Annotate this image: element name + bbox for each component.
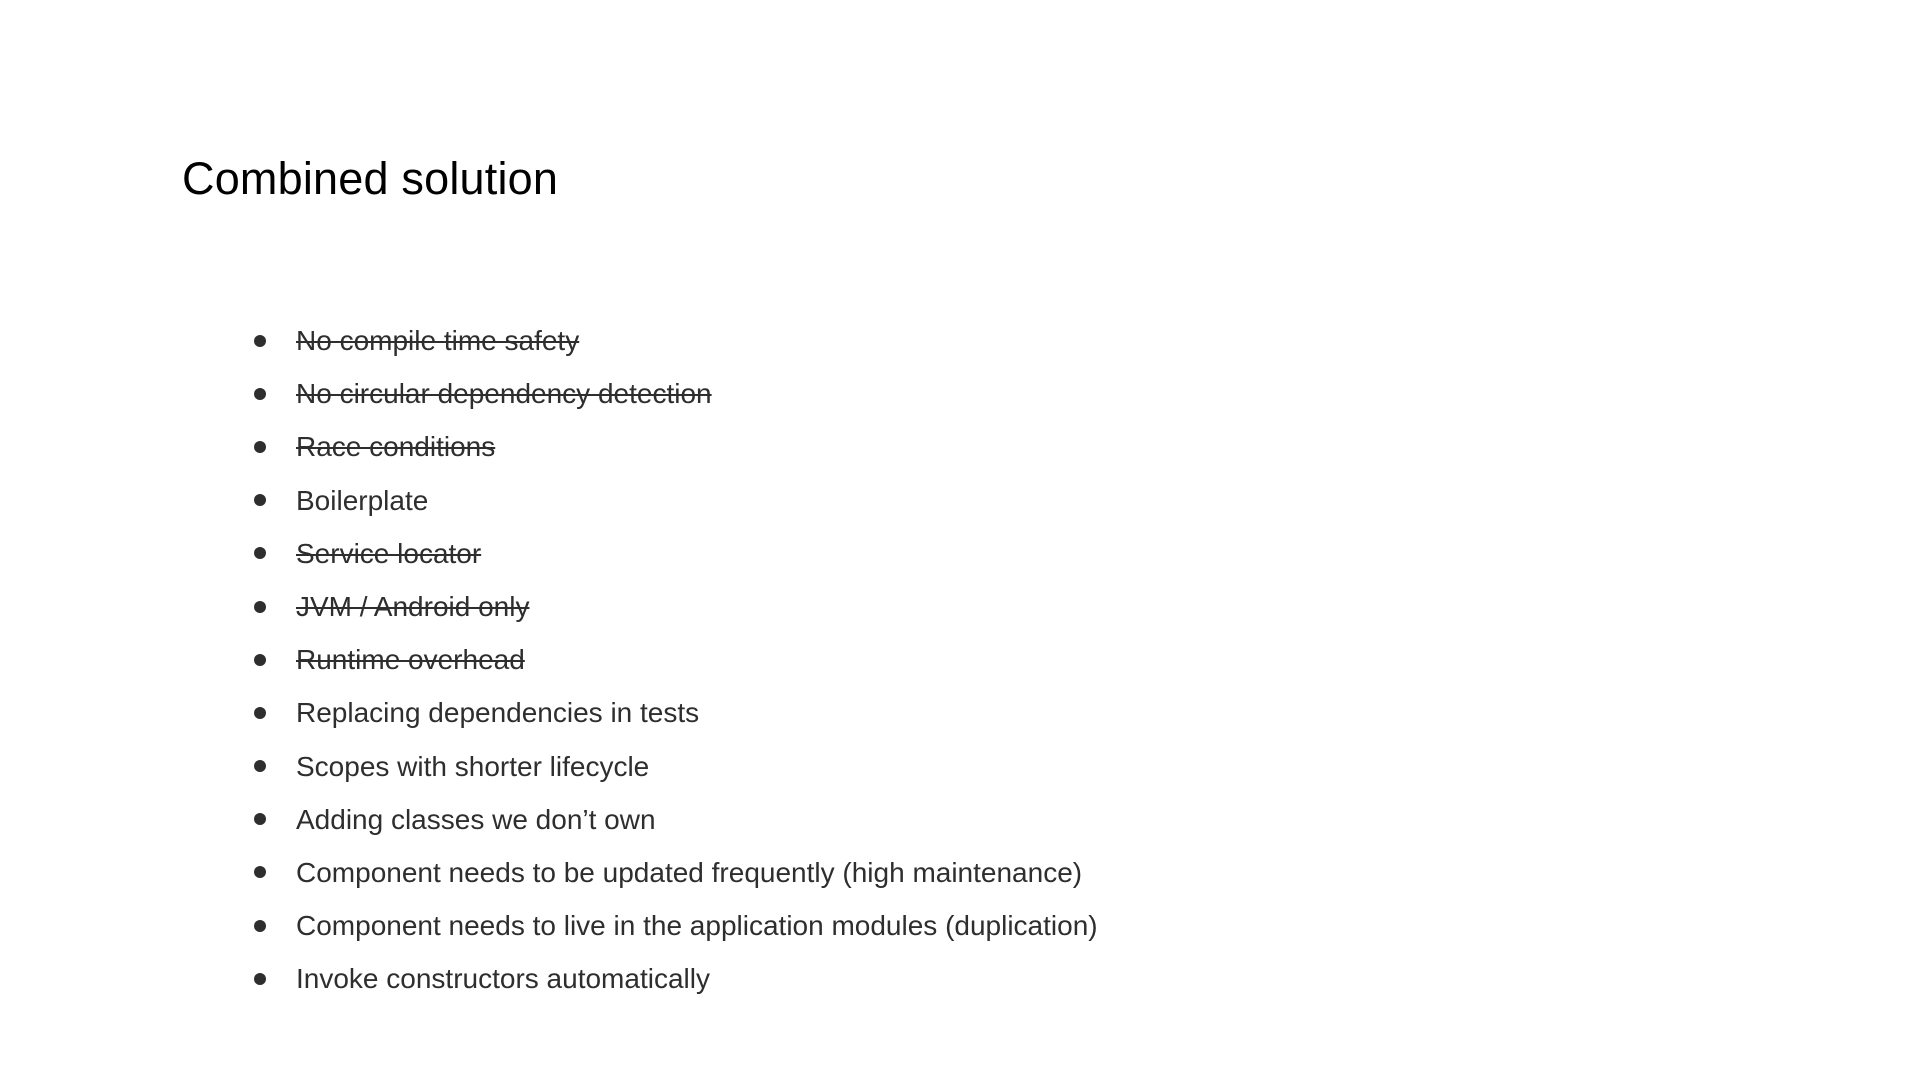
list-item-text: No circular dependency detection xyxy=(296,378,712,410)
bullet-dot-icon xyxy=(254,707,266,719)
bullet-dot-icon xyxy=(254,760,266,772)
list-item-text: Service locator xyxy=(296,537,482,569)
list-item xyxy=(250,793,1098,846)
bullet-dot-icon xyxy=(254,973,266,985)
list-item-text: Replacing dependencies in tests xyxy=(296,697,700,729)
list-item-text: Invoke constructors automatically xyxy=(296,963,710,995)
bullet-dot-icon xyxy=(254,494,266,506)
bullet-list xyxy=(250,314,1098,1005)
list-item-text: Scopes with shorter lifecycle xyxy=(296,750,650,782)
list-item xyxy=(250,314,1098,367)
bullet-dot-icon xyxy=(254,813,266,825)
list-item-text: JVM / Android only xyxy=(296,590,530,622)
list-item-text: Race conditions xyxy=(296,431,496,463)
list-item-text: Runtime overhead xyxy=(296,644,525,676)
list-item-text: Component needs to live in the application modules (duplication) xyxy=(296,910,1098,942)
list-item-text: No compile time safety xyxy=(296,325,580,356)
list-item xyxy=(250,740,1098,793)
bullet-dot-icon xyxy=(254,920,266,932)
list-item-text: Boilerplate xyxy=(296,484,429,516)
bullet-dot-icon xyxy=(254,866,266,878)
list-item xyxy=(250,420,1098,473)
list-item xyxy=(250,367,1098,420)
bullet-dot-icon xyxy=(254,654,266,666)
list-item xyxy=(250,899,1098,952)
slide-title: Combined solution xyxy=(182,153,559,204)
bullet-dot-icon xyxy=(254,601,266,613)
list-item xyxy=(250,952,1098,1005)
list-item xyxy=(250,686,1098,739)
bullet-dot-icon xyxy=(254,441,266,453)
list-item-text: Adding classes we don’t own xyxy=(296,803,656,835)
list-item-text: Component needs to be updated frequently (high maintenance) xyxy=(296,856,1083,888)
list-item xyxy=(250,474,1098,527)
list-item xyxy=(250,527,1098,580)
bullet-dot-icon xyxy=(254,388,266,400)
list-item xyxy=(250,580,1098,633)
bullet-dot-icon xyxy=(254,335,266,347)
list-item xyxy=(250,846,1098,899)
bullet-dot-icon xyxy=(254,547,266,559)
list-item xyxy=(250,633,1098,686)
